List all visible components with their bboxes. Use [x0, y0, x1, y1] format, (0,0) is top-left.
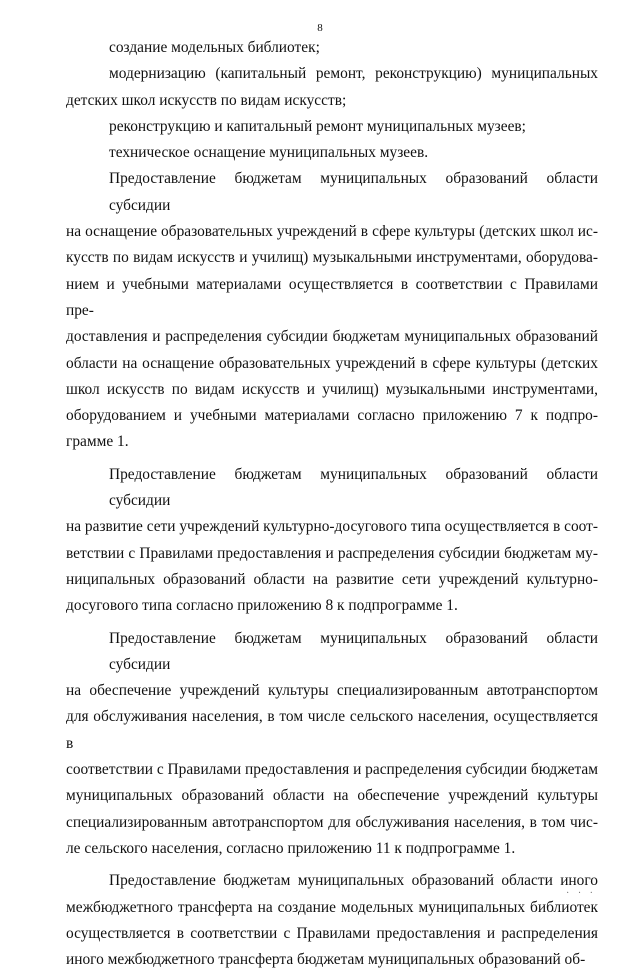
text-line: ниципальных образований области на развитие сети учреждений культурно-	[66, 570, 598, 588]
text-line: соответствии с Правилами предоставления и распределения субсидии бюджетам	[66, 761, 598, 779]
text-line: Предоставление бюджетам муниципальных образований области иного	[109, 872, 598, 890]
text-line: на обеспечение учреждений культуры специализированным автотранспортом	[66, 682, 598, 700]
paragraph	[66, 114, 598, 140]
text-line: на развитие сети учреждений культурно-досугового типа осуществляется в соот-	[66, 518, 598, 536]
text-line: грамме 1.	[66, 433, 129, 451]
text-line: модернизацию (капитальный ремонт, реконструкцию) муниципальных	[109, 65, 598, 83]
page-number: 8	[317, 22, 323, 34]
paragraph	[66, 140, 598, 166]
text-line: межбюджетного трансферта на создание модельных муниципальных библиотек	[66, 898, 598, 916]
text-line: Предоставление бюджетам муниципальных образований области субсидии	[109, 629, 598, 673]
text-line: Предоставление бюджетам муниципальных образований области субсидии	[109, 465, 598, 510]
text-line: нием и учебными материалами осуществляется в соответствии с Правилами пре-	[66, 275, 598, 319]
text-line: осуществляется в соответствии с Правилами предоставления и распределения	[66, 924, 598, 942]
paragraph	[66, 61, 598, 114]
text-line: для обслуживания населения, в том числе сельского населения, осуществляется в	[66, 708, 598, 752]
text-line: ле сельского населения, согласно приложению 11 к подпрограмме 1.	[66, 839, 516, 857]
text-line: оборудованием и учебными материалами согласно приложению 7 к подпро-	[66, 407, 598, 425]
paragraph	[66, 462, 598, 620]
text-line: на оснащение образовательных учреждений в сфере культуры (детских школ ис-	[66, 223, 598, 241]
text-line: кусств по видам искусств и училищ) музыкальными инструментами, оборудова-	[66, 249, 598, 267]
paragraph	[66, 35, 598, 61]
paragraph	[66, 166, 598, 455]
text-line: реконструкцию и капитальный ремонт муниципальных музеев;	[109, 117, 526, 135]
text-line: муниципальных образований области на обеспечение учреждений культуры	[66, 787, 598, 805]
text-line: области на оснащение образовательных учреждений в сфере культуры (детских	[66, 354, 598, 372]
scan-artifact-mark: · · ·	[566, 888, 596, 899]
text-line: школ искусств по видам искусств и училищ) музыкальными инструментами,	[66, 380, 598, 398]
text-line: досугового типа согласно приложению 8 к подпрограмме 1.	[66, 597, 458, 615]
document-body	[66, 35, 598, 973]
text-line: Предоставление бюджетам муниципальных образований области субсидии	[109, 170, 598, 214]
text-line: техническое оснащение муниципальных музеев.	[109, 144, 429, 162]
text-line: специализированным автотранспортом для обслуживания населения, в том чис-	[66, 813, 598, 831]
text-line: создание модельных библиотек;	[109, 39, 320, 56]
paragraph	[66, 626, 598, 863]
text-line: детских школ искусств по видам искусств;	[66, 91, 347, 109]
text-line: ветствии с Правилами предоставления и распределения субсидии бюджетам му-	[66, 544, 598, 562]
text-line: доставления и распределения субсидии бюджетам муниципальных образований	[66, 328, 598, 346]
text-line: иного межбюджетного трансферта бюджетам муниципальных образований об-	[66, 951, 586, 969]
paragraph	[66, 868, 598, 973]
